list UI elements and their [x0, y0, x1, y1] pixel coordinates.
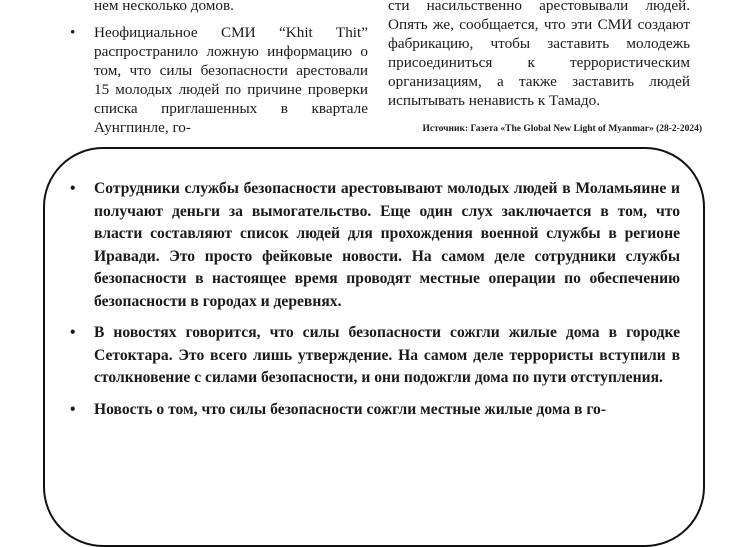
bullet-icon: • — [70, 180, 76, 197]
right-column — [388, 0, 690, 110]
left-column — [68, 0, 368, 137]
box-list-item — [70, 178, 680, 313]
source-caption: Источник: Газета «The Global New Light of Myanmar» (28-2-2024) — [422, 124, 702, 134]
bullet-icon: • — [70, 324, 76, 341]
box-item-text: В новостях говорится, что силы безопасности сожгли жилые дома в городке Сетоктара. Это всего лишь утверждение. На самом деле террористы вступили в столкновение с силами безопасности, и они подожгли дома по пути отступления. — [94, 324, 680, 386]
box-content — [70, 178, 680, 430]
left-top-fragment: нем несколько домов. — [94, 0, 234, 14]
box-item-text: Сотрудники службы безопасности арестовывают молодых людей в Моламьяине и получают деньги за вымогательство. Еще один слух заключается в том, что власти составляют список людей для прохождения военной службы в регионе Иравади. Это просто фейковые новости. На самом деле сотрудники службы безопасности в настоящее время проводят местные операции по обеспечению безопасности в городах и деревнях. — [94, 180, 680, 310]
bullet-icon: • — [70, 24, 76, 41]
left-bullet-item — [68, 23, 368, 137]
bullet-icon: • — [70, 400, 76, 418]
left-bullet-text: Неофициальное СМИ “Khit Thit” распространило ложную информацию о том, что силы безопасности арестовали 15 молодых людей по причине проверки списка приглашенных в квартале Аунгпинле, го- — [94, 24, 368, 136]
box-list-item — [70, 322, 680, 390]
right-column-text: сти насильственно арестовывали людей. Опять же, сообщается, что эти СМИ создают фабрикацию, чтобы заставить молодежь присоединиться к террористическим организациям, а также заставить людей испытывать ненависть к Тамадо. — [388, 0, 690, 109]
box-item-text: Новость о том, что силы безопасности сожгли местные жилые дома в го- — [94, 400, 607, 418]
box-list-item — [70, 399, 680, 422]
